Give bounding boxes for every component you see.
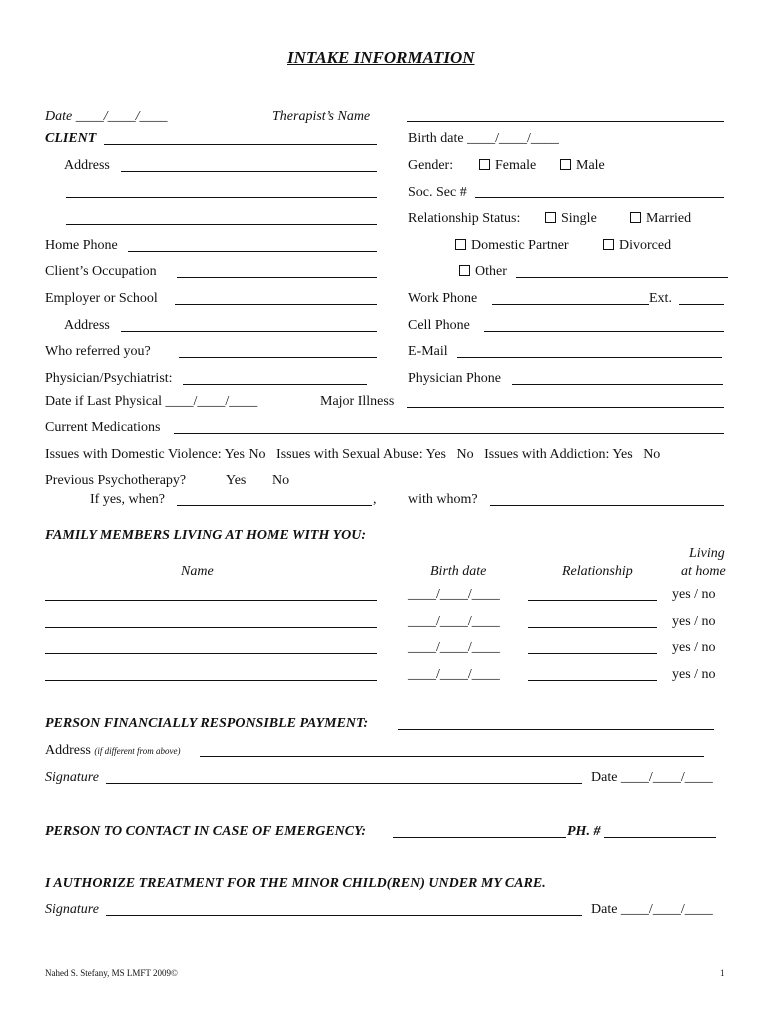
other-checkbox[interactable]: Other	[459, 264, 507, 280]
referred-label: Who referred you?	[45, 344, 151, 359]
family-relationship-line[interactable]	[528, 600, 657, 601]
emergency-ph-label: PH. #	[567, 824, 601, 839]
home-phone-line[interactable]	[128, 251, 377, 252]
family-living-option[interactable]: yes / no	[672, 587, 716, 602]
family-relationship-line[interactable]	[528, 627, 657, 628]
ext-label: Ext.	[649, 291, 672, 306]
occupation-line[interactable]	[177, 277, 377, 278]
if-yes-when-line[interactable]	[177, 505, 372, 506]
family-living-option[interactable]: yes / no	[672, 640, 716, 655]
financial-address-line[interactable]	[200, 756, 704, 757]
soc-sec-label: Soc. Sec #	[408, 185, 467, 200]
work-phone-label: Work Phone	[408, 291, 478, 306]
family-name-line[interactable]	[45, 680, 377, 681]
col-at-home-header: at home	[681, 564, 726, 579]
page-number: 1	[720, 968, 725, 978]
major-illness-line[interactable]	[407, 407, 724, 408]
financial-date-field[interactable]: Date ____/____/____	[591, 770, 713, 785]
family-relationship-line[interactable]	[528, 653, 657, 654]
checkbox-icon	[630, 212, 641, 223]
domestic-partner-checkbox[interactable]: Domestic Partner	[455, 238, 569, 254]
family-name-line[interactable]	[45, 627, 377, 628]
address-note: (if different from above)	[94, 746, 181, 756]
divorced-checkbox[interactable]: Divorced	[603, 238, 671, 254]
married-checkbox[interactable]: Married	[630, 211, 691, 227]
previous-no-option[interactable]: No	[272, 473, 290, 488]
occupation-label: Client’s Occupation	[45, 264, 157, 279]
cell-phone-label: Cell Phone	[408, 318, 470, 333]
page-title: INTAKE INFORMATION	[287, 48, 475, 67]
date-field[interactable]: Date ____/____/____	[45, 109, 168, 124]
checkbox-icon	[455, 239, 466, 250]
physician-phone-label: Physician Phone	[408, 371, 501, 386]
authorize-signature-label: Signature	[45, 902, 99, 917]
employer-label: Employer or School	[45, 291, 158, 306]
therapist-name-line[interactable]	[407, 121, 724, 122]
family-birth-date[interactable]: ____/____/____	[408, 667, 500, 682]
issues-row: Issues with Domestic Violence: Yes No Issues with Sexual Abuse: Yes No Issues with Addiction: Yes No	[45, 447, 661, 462]
emergency-phone-line[interactable]	[604, 837, 716, 838]
home-phone-label: Home Phone	[45, 238, 118, 253]
therapist-name-label: Therapist’s Name	[272, 109, 371, 124]
family-heading: FAMILY MEMBERS LIVING AT HOME WITH YOU:	[45, 528, 367, 543]
checkbox-icon	[545, 212, 556, 223]
checkbox-icon	[479, 159, 490, 170]
financial-address-label: Address (if different from above)	[45, 743, 181, 758]
relationship-status-label: Relationship Status:	[408, 211, 521, 226]
physician-phone-line[interactable]	[512, 384, 723, 385]
family-relationship-line[interactable]	[528, 680, 657, 681]
family-birth-date[interactable]: ____/____/____	[408, 614, 500, 629]
other-line[interactable]	[516, 277, 728, 278]
major-illness-label: Major Illness	[320, 394, 395, 409]
checkbox-icon	[560, 159, 571, 170]
financial-signature-line[interactable]	[106, 783, 582, 784]
authorize-date-field[interactable]: Date ____/____/____	[591, 902, 713, 917]
last-physical-field[interactable]: Date if Last Physical ____/____/____	[45, 394, 258, 409]
emergency-name-line[interactable]	[393, 837, 566, 838]
address-line-3[interactable]	[66, 224, 377, 225]
soc-sec-line[interactable]	[475, 197, 724, 198]
authorize-signature-line[interactable]	[106, 915, 582, 916]
email-label: E-Mail	[408, 344, 448, 359]
financial-signature-label: Signature	[45, 770, 99, 785]
single-checkbox[interactable]: Single	[545, 211, 597, 227]
client-label: CLIENT	[45, 131, 97, 146]
checkbox-icon	[603, 239, 614, 250]
ext-line[interactable]	[679, 304, 724, 305]
if-yes-label: If yes, when?	[90, 492, 166, 507]
col-birth-header: Birth date	[430, 564, 487, 579]
footer-credit: Nahed S. Stefany, MS LMFT 2009©	[45, 968, 178, 978]
previous-yes-option[interactable]: Yes	[226, 473, 247, 488]
with-whom-line[interactable]	[490, 505, 724, 506]
cell-phone-line[interactable]	[484, 331, 724, 332]
family-name-line[interactable]	[45, 600, 377, 601]
employer-address-line[interactable]	[121, 331, 377, 332]
address-line-1[interactable]	[121, 171, 377, 172]
email-line[interactable]	[457, 357, 722, 358]
with-whom-label: with whom?	[408, 492, 478, 507]
family-living-option[interactable]: yes / no	[672, 667, 716, 682]
physician-label: Physician/Psychiatrist:	[45, 371, 173, 386]
referred-line[interactable]	[179, 357, 377, 358]
previous-psychotherapy-label: Previous Psychotherapy?	[45, 473, 187, 488]
physician-line[interactable]	[183, 384, 367, 385]
gender-label: Gender:	[408, 158, 454, 173]
family-birth-date[interactable]: ____/____/____	[408, 640, 500, 655]
medications-line[interactable]	[174, 433, 724, 434]
financial-heading: PERSON FINANCIALLY RESPONSIBLE PAYMENT:	[45, 716, 369, 731]
address-label: Address	[64, 158, 110, 173]
emergency-heading: PERSON TO CONTACT IN CASE OF EMERGENCY:	[45, 824, 367, 839]
col-relationship-header: Relationship	[562, 564, 633, 579]
address-line-2[interactable]	[66, 197, 377, 198]
financial-name-line[interactable]	[398, 729, 714, 730]
family-birth-date[interactable]: ____/____/____	[408, 587, 500, 602]
family-living-option[interactable]: yes / no	[672, 614, 716, 629]
checkbox-icon	[459, 265, 470, 276]
client-line[interactable]	[104, 144, 377, 145]
col-living-header: Living	[689, 546, 725, 561]
birth-date-field[interactable]: Birth date ____/____/____	[408, 131, 559, 146]
comma: ,	[373, 492, 377, 507]
work-phone-line[interactable]	[492, 304, 649, 305]
medications-label: Current Medications	[45, 420, 161, 435]
family-name-line[interactable]	[45, 653, 377, 654]
authorize-heading: I AUTHORIZE TREATMENT FOR THE MINOR CHILD(REN) UNDER MY CARE.	[45, 876, 546, 891]
col-name-header: Name	[181, 564, 214, 579]
female-checkbox[interactable]: Female	[479, 158, 536, 174]
employer-line[interactable]	[175, 304, 377, 305]
male-checkbox[interactable]: Male	[560, 158, 605, 174]
employer-address-label: Address	[64, 318, 110, 333]
